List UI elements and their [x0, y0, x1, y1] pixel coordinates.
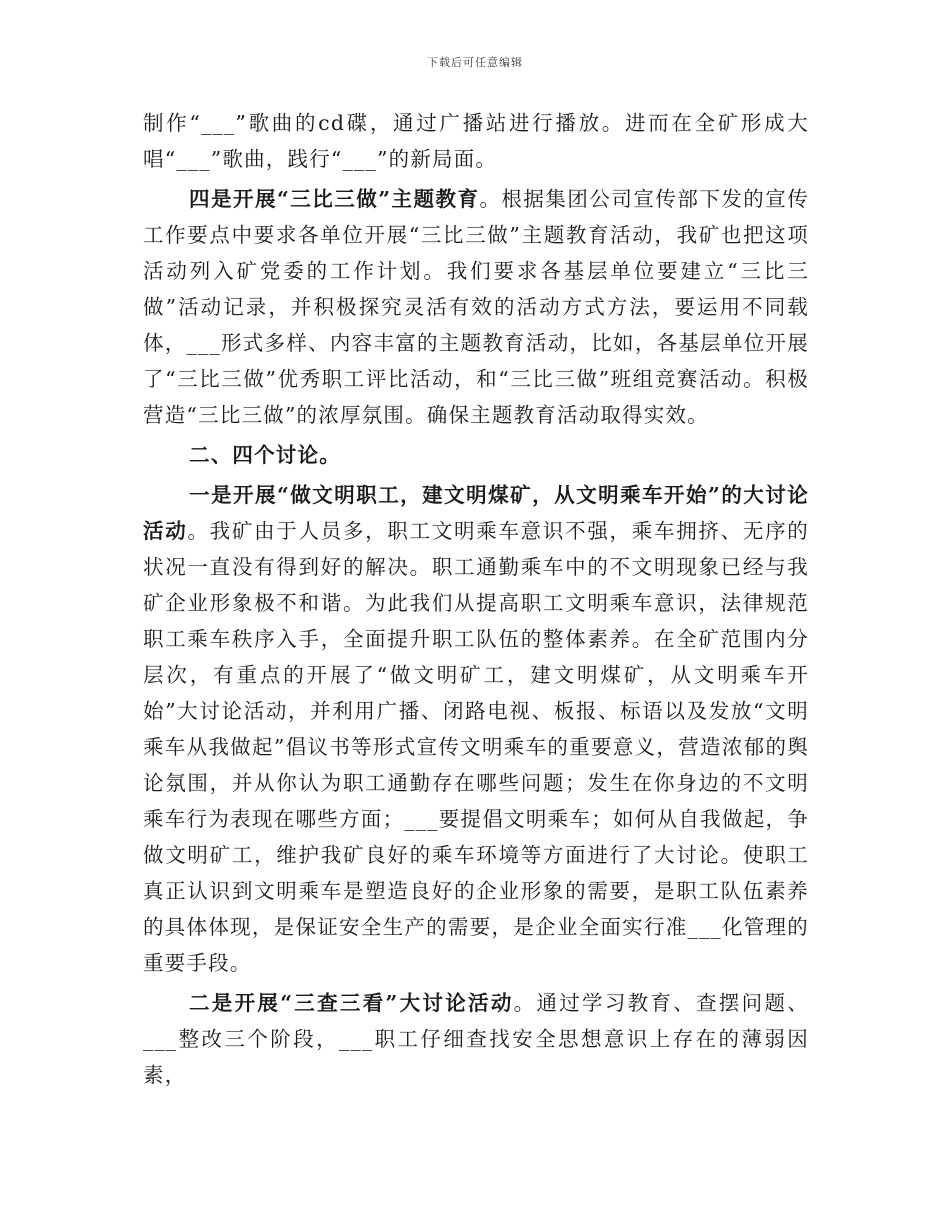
section-heading-text: 二、四个讨论。 — [189, 443, 341, 467]
document-body — [143, 105, 809, 1093]
paragraph-lead: 四是开展“三比三做”主题教育 — [189, 187, 480, 211]
paragraph-lead: 一是开展“做文明职工，建文明煤矿，从文明乘车开始”的大讨论活动 — [143, 483, 809, 543]
paragraph-text: 。我矿由于人员多，职工文明乘车意识不强，乘车拥挤、无序的状况一直没有得到好的解决。职工通勤乘车中的不文明现象已经与我矿企业形象极不和谐。为此我们从提高职工文明乘车意识，法律规范职工乘车秩序入手，全面提升职工队伍的整体素养。在全矿范围内分层次，有重点的开展了“做文明矿工，建文明煤矿，从文明乘车开始”大讨论活动，并利用广播、闭路电视、板报、标语以及发放“文明乘车从我做起”倡议书等形式宣传文明乘车的重要意义，营造浓郁的舆论氛围，并从你认为职工通勤存在哪些问题；发生在你身边的不文明乘车行为表现在哪些方面；___要提倡文明乘车；如何从自我做起，争做文明矿工，维护我矿良好的乘车环境等方面进行了大讨论。使职工真正认识到文明乘车是塑造良好的企业形象的需要，是职工队伍素养的具体体现，是保证安全生产的需要，是企业全面实行准___化管理的重要手段。 — [143, 519, 809, 975]
paragraph-theme-education — [143, 181, 809, 433]
paragraph-text: 制作“___”歌曲的cd碟，通过广播站进行播放。进而在全矿形成大唱“___”歌曲，践行“___”的新局面。 — [143, 111, 809, 171]
paragraph-three-checks — [143, 985, 809, 1093]
paragraph-text: 。通过学习教育、查摆问题、___整改三个阶段，___职工仔细查找安全思想意识上存在的薄弱因素， — [143, 991, 809, 1087]
paragraph-lead: 二是开展“三查三看”大讨论活动 — [189, 991, 514, 1015]
paragraph-continuation — [143, 105, 809, 177]
section-heading — [143, 437, 809, 473]
page-header: 下载后可任意编辑 — [427, 56, 523, 69]
paragraph-civilized-riding — [143, 477, 809, 981]
paragraph-text: 。根据集团公司宣传部下发的宣传工作要点中要求各单位开展“三比三做”主题教育活动，我矿也把这项活动列入矿党委的工作计划。我们要求各基层单位要建立“三比三做”活动记录，并积极探究灵活有效的活动方式方法，要运用不同载体，___形式多样、内容丰富的主题教育活动，比如，各基层单位开展了“三比三做”优秀职工评比活动，和“三比三做”班组竞赛活动。积极营造“三比三做”的浓厚氛围。确保主题教育活动取得实效。 — [143, 187, 809, 427]
